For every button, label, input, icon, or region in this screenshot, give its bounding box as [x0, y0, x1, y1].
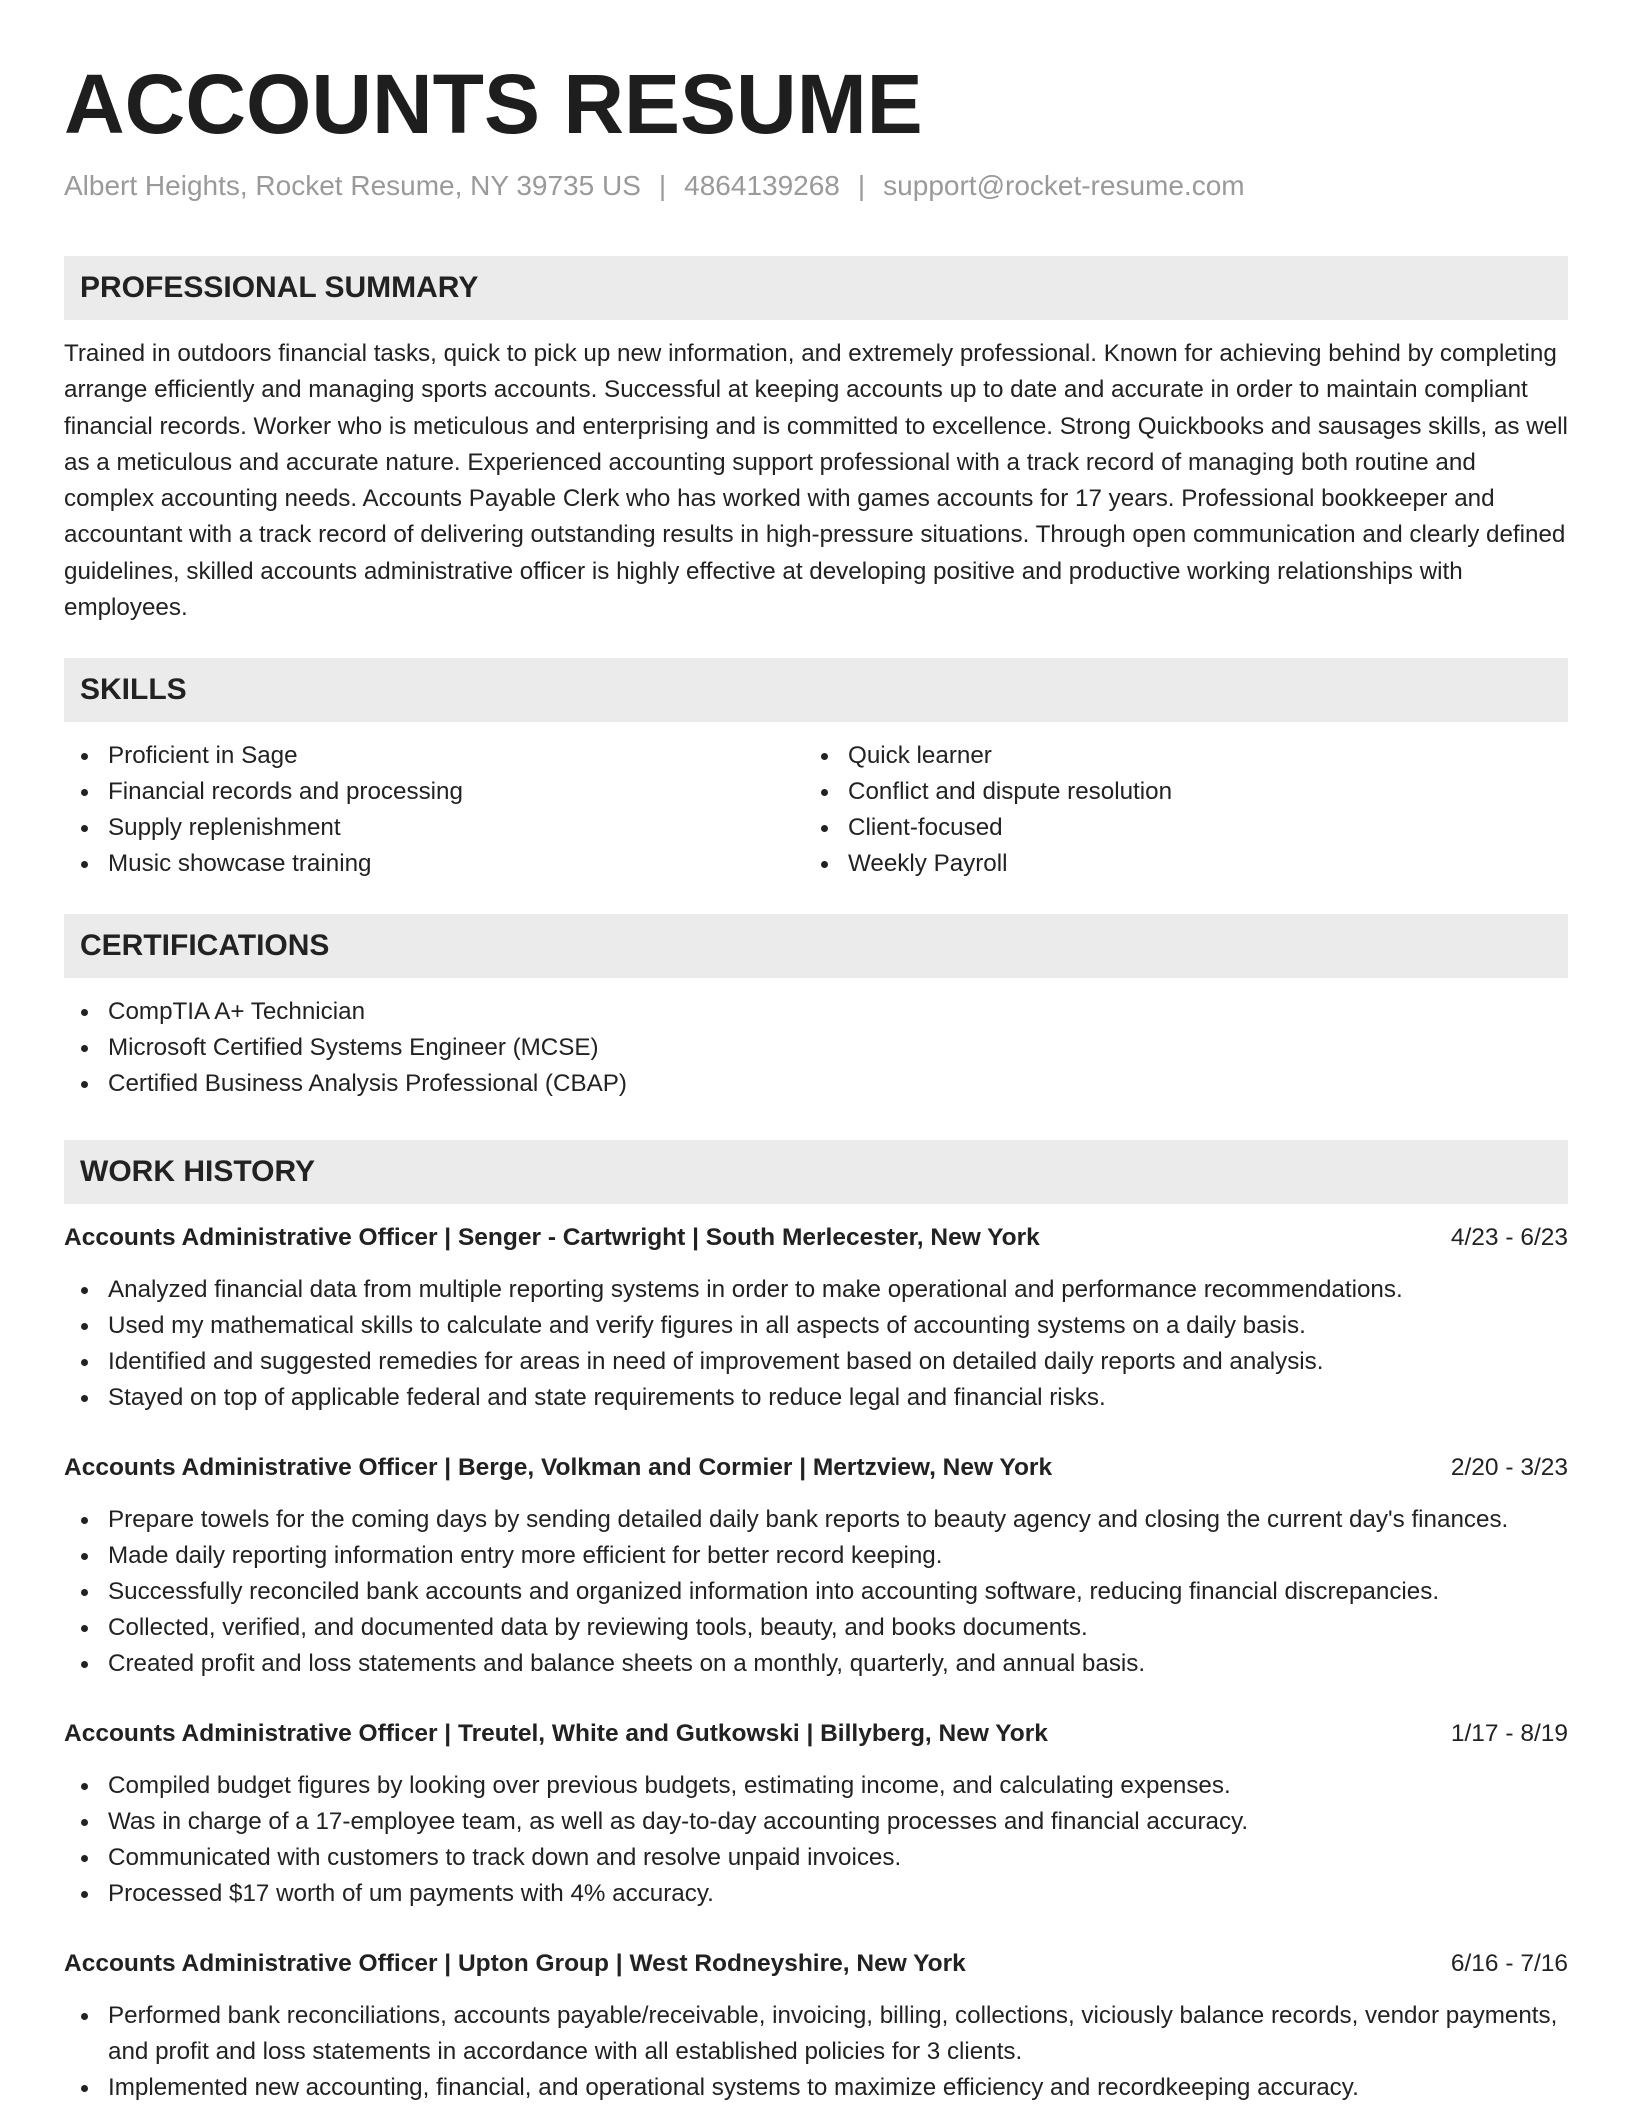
contact-email: support@rocket-resume.com — [883, 170, 1245, 201]
job-header — [64, 1946, 1568, 1982]
job-dates: 6/16 - 7/16 — [1450, 1950, 1568, 1978]
section-header-skills: SKILLS — [64, 658, 1568, 722]
contact-separator: | — [857, 170, 866, 201]
skill-item: Conflict and dispute resolution — [804, 774, 1544, 810]
job-header — [64, 1716, 1568, 1752]
job-header — [64, 1220, 1568, 1256]
certifications-list — [64, 994, 1568, 1102]
job-bullet: Identified and suggested remedies for areas in need of improvement based on detailed daily reports and analysis. — [64, 1344, 1568, 1380]
certification-item: Microsoft Certified Systems Engineer (MCSE) — [64, 1030, 1568, 1066]
job-bullets — [64, 1768, 1568, 1912]
job-dates: 4/23 - 6/23 — [1450, 1224, 1568, 1252]
certification-item: CompTIA A+ Technician — [64, 994, 1568, 1030]
contact-line — [64, 168, 1568, 204]
skills-column-left — [64, 738, 804, 882]
job-entry — [64, 1220, 1568, 1416]
job-bullet: Created profit and loss statements and balance sheets on a monthly, quarterly, and annual basis. — [64, 1646, 1568, 1682]
job-bullet: Compiled budget figures by looking over previous budgets, estimating income, and calculating expenses. — [64, 1768, 1568, 1804]
skill-item: Quick learner — [804, 738, 1544, 774]
job-bullets — [64, 1998, 1568, 2106]
job-bullet: Implemented new accounting, financial, and operational systems to maximize efficiency and recordkeeping accuracy. — [64, 2070, 1568, 2106]
skills-column-right — [804, 738, 1544, 882]
job-bullet: Used my mathematical skills to calculate and verify figures in all aspects of accounting systems on a daily basis. — [64, 1308, 1568, 1344]
job-dates: 2/20 - 3/23 — [1450, 1454, 1568, 1482]
job-bullet: Prepare towels for the coming days by sending detailed daily bank reports to beauty agency and closing the current day's finances. — [64, 1502, 1568, 1538]
section-header-work-history: WORK HISTORY — [64, 1140, 1568, 1204]
contact-phone: 4864139268 — [684, 170, 840, 201]
job-bullets — [64, 1502, 1568, 1682]
job-entry — [64, 1450, 1568, 1682]
contact-separator: | — [658, 170, 667, 201]
summary-text: Trained in outdoors financial tasks, quick to pick up new information, and extremely professional. Known for achieving behind by completing arrange efficiently and managing sports accounts. Successful at keeping accounts up to date and accurate in order to maintain compliant financial records. Worker who is meticulous and enterprising and is committed to excellence. Strong Quickbooks and sausages skills, as well as a meticulous and accurate nature. Experienced accounting support professional with a track record of managing both routine and complex accounting needs. Accounts Payable Clerk who has worked with games accounts for 17 years. Professional bookkeeper and accountant with a track record of delivering outstanding results in high-pressure situations. Through open communication and clearly defined guidelines, skilled accounts administrative officer is highly effective at developing positive and productive working relationships with employees. — [64, 340, 1568, 622]
job-bullet: Analyzed financial data from multiple reporting systems in order to make operational and performance recommendations. — [64, 1272, 1568, 1308]
job-title: Accounts Administrative Officer | Berge, Volkman and Cormier | Mertzview, New York — [64, 1454, 1053, 1482]
certification-item: Certified Business Analysis Professional (CBAP) — [64, 1066, 1568, 1102]
job-bullets — [64, 1272, 1568, 1416]
job-bullet: Stayed on top of applicable federal and state requirements to reduce legal and financial risks. — [64, 1380, 1568, 1416]
skills-list — [64, 738, 1568, 882]
job-header — [64, 1450, 1568, 1486]
job-title: Accounts Administrative Officer | Treutel, White and Gutkowski | Billyberg, New York — [64, 1720, 1048, 1748]
section-header-certifications: CERTIFICATIONS — [64, 914, 1568, 978]
job-bullet: Was in charge of a 17-employee team, as well as day-to-day accounting processes and financial accuracy. — [64, 1804, 1568, 1840]
job-bullet: Collected, verified, and documented data by reviewing tools, beauty, and books documents. — [64, 1610, 1568, 1646]
job-title: Accounts Administrative Officer | Upton Group | West Rodneyshire, New York — [64, 1950, 966, 1978]
job-bullet: Made daily reporting information entry more efficient for better record keeping. — [64, 1538, 1568, 1574]
job-dates: 1/17 - 8/19 — [1450, 1720, 1568, 1748]
job-bullet: Successfully reconciled bank accounts and organized information into accounting software, reducing financial discrepancies. — [64, 1574, 1568, 1610]
skill-item: Proficient in Sage — [64, 738, 804, 774]
job-bullet: Processed $17 worth of um payments with 4% accuracy. — [64, 1876, 1568, 1912]
resume-title: ACCOUNTS RESUME — [64, 57, 923, 151]
section-header-summary: PROFESSIONAL SUMMARY — [64, 256, 1568, 320]
skill-item: Financial records and processing — [64, 774, 804, 810]
skill-item: Supply replenishment — [64, 810, 804, 846]
skill-item: Music showcase training — [64, 846, 804, 882]
contact-address: Albert Heights, Rocket Resume, NY 39735 US — [64, 170, 641, 201]
skill-item: Client-focused — [804, 810, 1544, 846]
job-title: Accounts Administrative Officer | Senger - Cartwright | South Merlecester, New York — [64, 1224, 1040, 1252]
skill-item: Weekly Payroll — [804, 846, 1544, 882]
job-bullet: Communicated with customers to track down and resolve unpaid invoices. — [64, 1840, 1568, 1876]
job-entry — [64, 1716, 1568, 1912]
job-bullet: Performed bank reconciliations, accounts payable/receivable, invoicing, billing, collections, viciously balance records, vendor payments, and profit and loss statements in accordance with all established policies for 3 clients. — [64, 1998, 1568, 2070]
job-entry — [64, 1946, 1568, 2106]
